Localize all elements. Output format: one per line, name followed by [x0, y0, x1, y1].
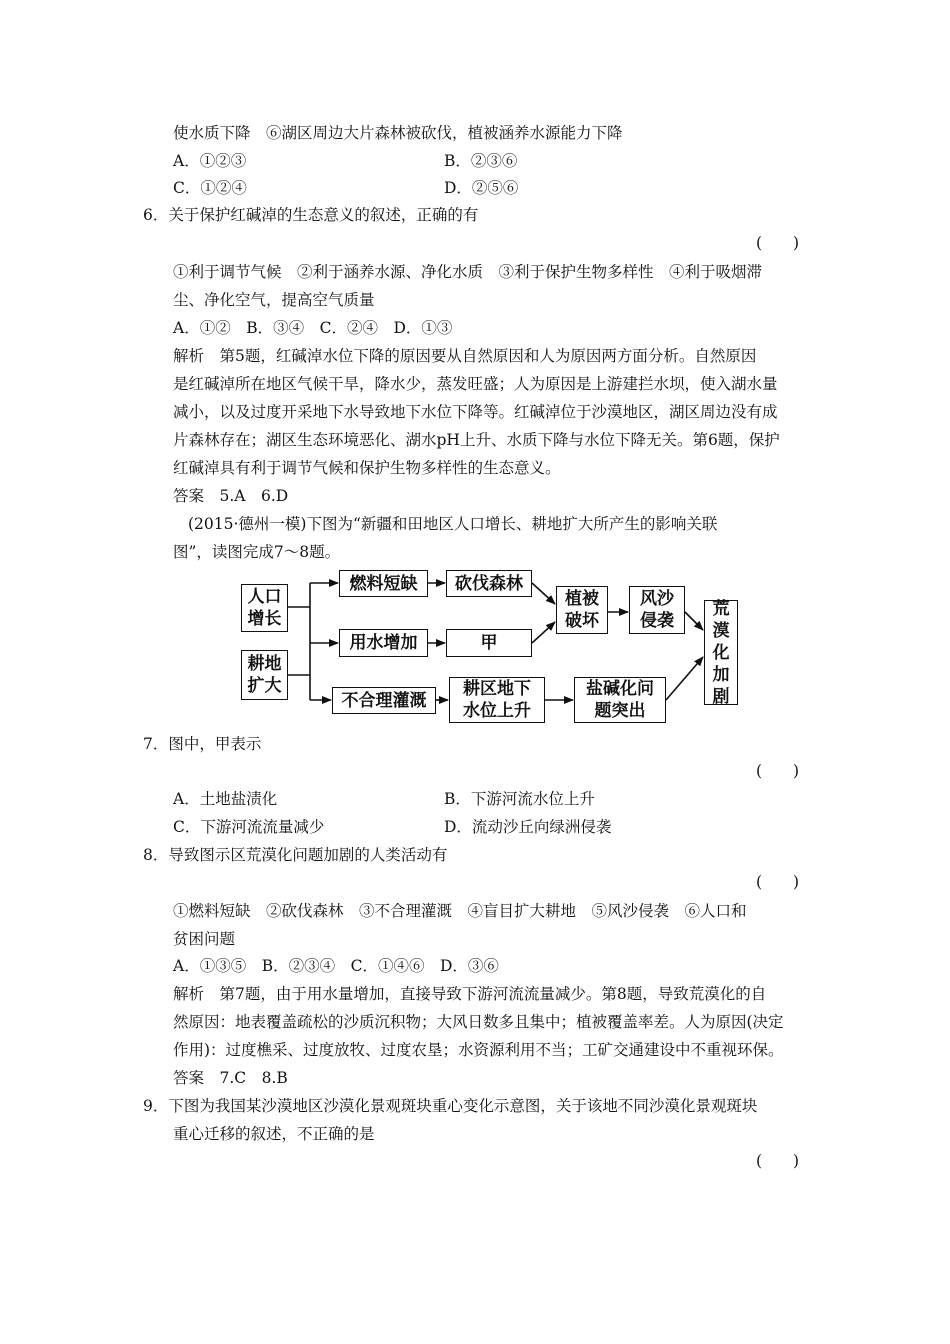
node-groundwater-rise: 耕区地下 水位上升 — [449, 677, 545, 723]
analysis1-line: 片森林存在；湖区生态环境恶化、湖水pH上升、水质下降与水位下降无关。第6题，保护 — [173, 431, 780, 449]
analysis2-line: 然原因：地表覆盖疏松的沙质沉积物；大风日数多且集中；植被覆盖率差。人为原因(决定 — [173, 1013, 784, 1031]
arrow — [532, 622, 555, 643]
node-jia: 甲 — [446, 629, 532, 657]
analysis1-line: 减小，以及过度开采地下水导致地下水位下降等。红碱淖位于沙漠地区，湖区周边没有成 — [173, 403, 778, 421]
q8-items-line2: 贫困问题 — [173, 930, 236, 948]
node-farmland-expansion: 耕地 扩大 — [241, 650, 288, 700]
q5-option-d: D．②⑤⑥ — [444, 179, 519, 197]
q8-answer-paren: ( ) — [756, 873, 800, 891]
intro-line1: (2015·德州一模)下图为“新疆和田地区人口增长、耕地扩大所产生的影响关联 — [188, 515, 718, 533]
node-desertification: 荒 漠 化 加 剧 — [704, 600, 738, 705]
q8-options: A．①③⑤ B．②③④ C．①④⑥ D．③⑥ — [173, 957, 499, 975]
node-population-growth: 人口 增长 — [241, 584, 288, 632]
analysis1-line: 解析 第5题，红碱淖水位下降的原因要从自然原因和人为原因两方面分析。自然原因 — [173, 347, 757, 365]
q9-stem-line1: 9．下图为我国某沙漠地区沙漠化景观斑块重心变化示意图，关于该地不同沙漠化景观斑块 — [143, 1097, 758, 1115]
q6-items-line1: ①利于调节气候 ②利于涵养水源、净化水质 ③利于保护生物多样性 ④利于吸烟滞 — [173, 263, 763, 281]
node-fuel-shortage: 燃料短缺 — [339, 570, 428, 597]
q7-option-b: B．下游河流水位上升 — [444, 790, 595, 808]
arrow — [685, 612, 703, 630]
q9-stem-line2: 重心迁移的叙述，不正确的是 — [173, 1125, 375, 1143]
q9-answer-paren: ( ) — [756, 1152, 800, 1170]
q5-option-c: C．①②④ — [173, 179, 247, 197]
analysis1-line: 是红碱淖所在地区气候干旱，降水少，蒸发旺盛；人为原因是上游建拦水坝，使入湖水量 — [173, 375, 778, 393]
q7-option-d: D．流动沙丘向绿洲侵袭 — [444, 818, 612, 836]
q6-stem: 6．关于保护红碱淖的生态意义的叙述，正确的有 — [143, 206, 479, 224]
q6-options: A．①② B．③④ C．②④ D．①③ — [173, 319, 453, 337]
q5-option-a: A．①②③ — [173, 152, 247, 170]
node-salinization: 盐碱化问 题突出 — [574, 677, 666, 723]
node-water-use-increase: 用水增加 — [339, 629, 428, 657]
analysis2-line: 作用)：过度樵采、过度放牧、过度农垦；水资源利用不当；工矿交通建设中不重视环保。 — [173, 1041, 784, 1059]
node-improper-irrigation: 不合理灌溉 — [332, 687, 436, 714]
q7-answer-paren: ( ) — [756, 762, 800, 780]
node-wind-sand: 风沙 侵袭 — [629, 586, 685, 634]
q6-items-line2: 尘、净化空气，提高空气质量 — [173, 291, 375, 309]
arrow — [532, 583, 555, 604]
q5-continuation: 使水质下降 ⑥湖区周边大片森林被砍伐，植被涵养水源能力下降 — [173, 124, 623, 142]
answer1: 答案 5.A 6.D — [173, 487, 289, 505]
node-deforestation: 砍伐森林 — [446, 570, 532, 597]
analysis2-line: 解析 第7题，由于用水量增加，直接导致下游河流流量减少。第8题，导致荒漠化的自 — [173, 985, 767, 1003]
q7-option-a: A．土地盐渍化 — [173, 790, 278, 808]
q7-stem: 7．图中，甲表示 — [143, 735, 262, 753]
q6-answer-paren: ( ) — [756, 234, 800, 252]
node-vegetation-damage: 植被 破坏 — [556, 586, 608, 634]
intro-line2: 图”，读图完成7～8题。 — [173, 543, 341, 561]
arrow — [666, 657, 703, 700]
q5-option-b: B．②③⑥ — [444, 152, 518, 170]
q8-items-line1: ①燃料短缺 ②砍伐森林 ③不合理灌溉 ④盲目扩大耕地 ⑤风沙侵袭 ⑥人口和 — [173, 902, 747, 920]
analysis1-line: 红碱淖具有利于调节气候和保护生物多样性的生态意义。 — [173, 459, 561, 477]
q8-stem: 8．导致图示区荒漠化问题加剧的人类活动有 — [143, 846, 448, 864]
q7-option-c: C．下游河流流量减少 — [173, 818, 325, 836]
answer2: 答案 7.C 8.B — [173, 1069, 288, 1087]
